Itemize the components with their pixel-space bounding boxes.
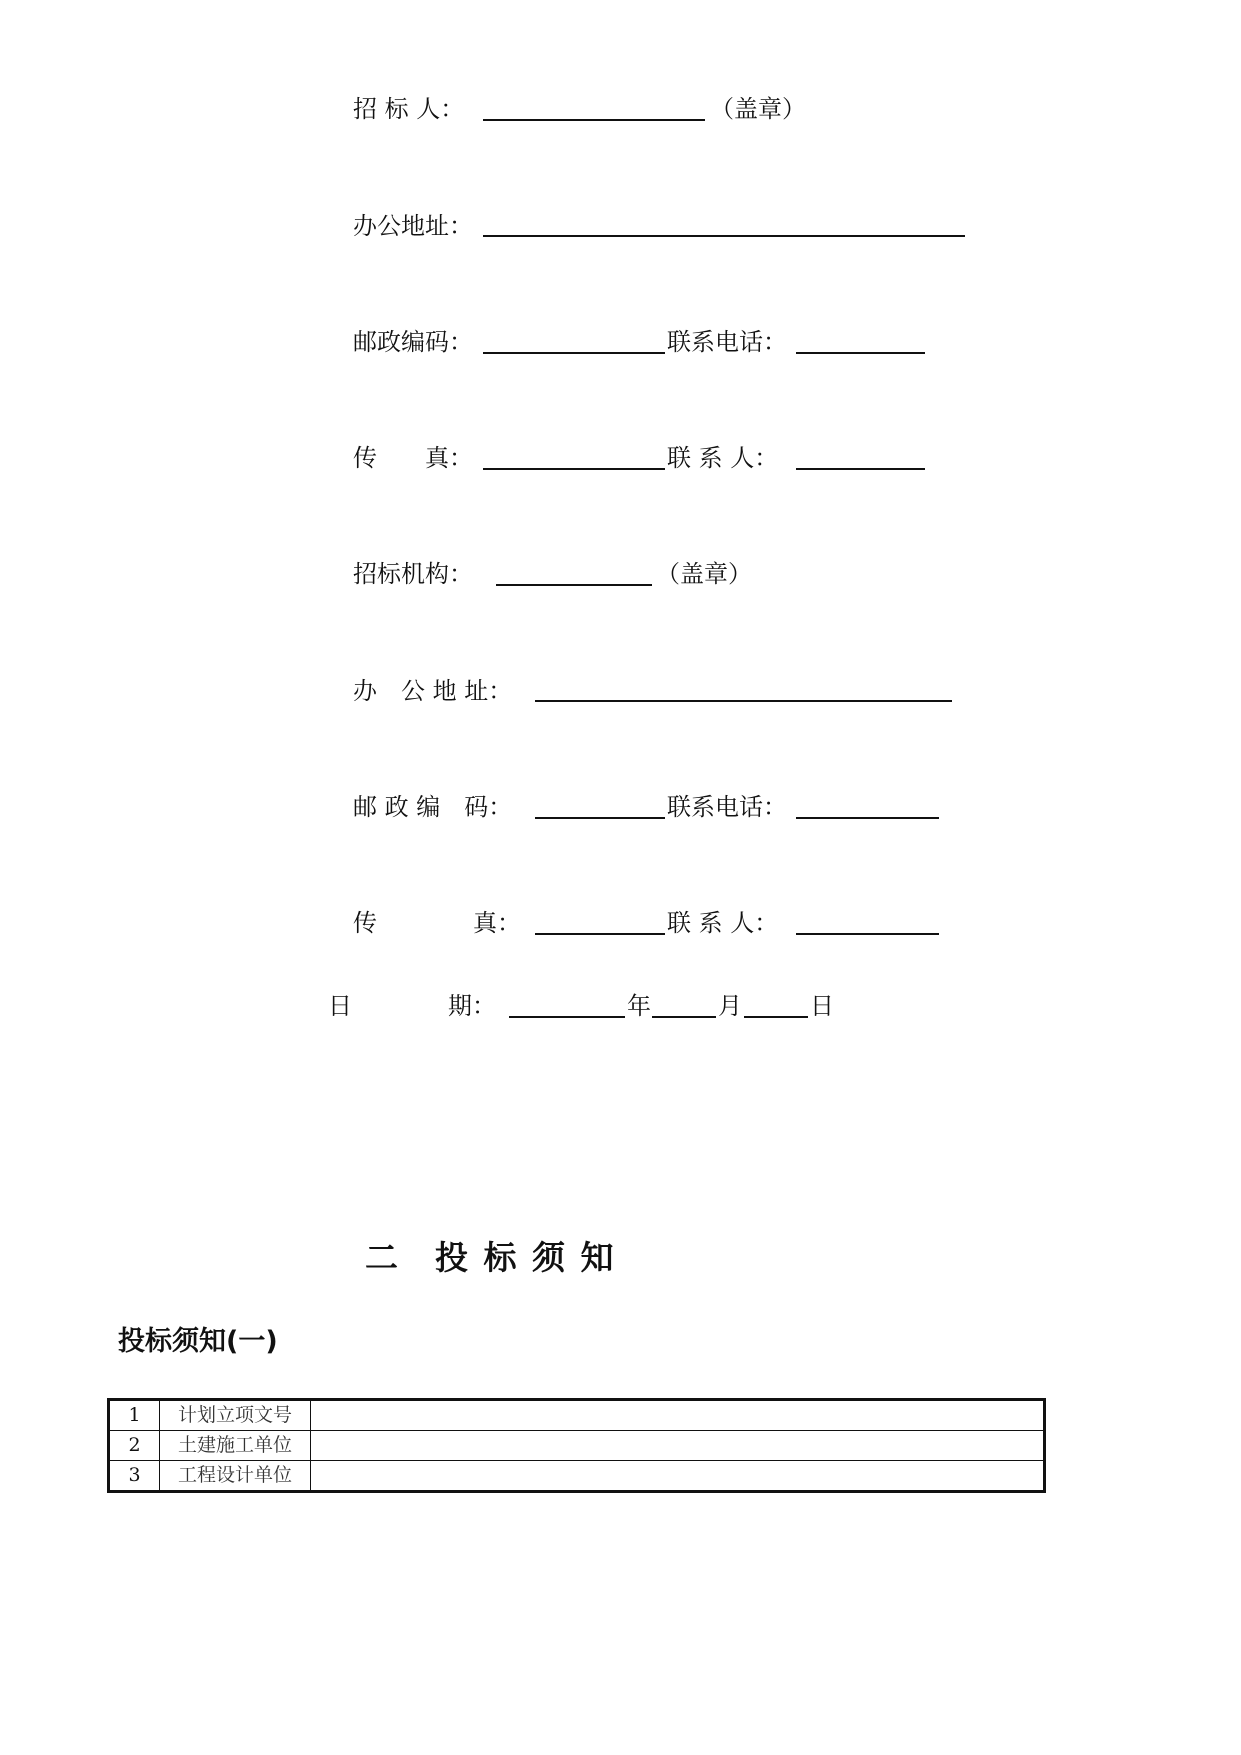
row-number: 2: [109, 1431, 160, 1461]
agency-contact-label: 联 系 人：: [667, 909, 779, 937]
agency-postcode-label: 邮 政 编 码：: [353, 793, 513, 821]
section-title: 二 投 标 须 知: [365, 1238, 616, 1277]
agency-fax-label: 传 真：: [353, 909, 521, 937]
date-day-field[interactable]: [744, 1016, 808, 1018]
tenderer-phone-label: 联系电话：: [667, 328, 787, 356]
row-value-cell[interactable]: [311, 1400, 1045, 1431]
row-label: 计划立项文号: [160, 1400, 311, 1431]
agency-seal-note: （盖章）: [656, 560, 752, 588]
tenderer-label: 招 标 人：: [353, 95, 465, 123]
date-year-unit: 年: [627, 992, 651, 1020]
table-row: [109, 1461, 1045, 1492]
agency-address-field[interactable]: [535, 700, 952, 702]
agency-phone-label: 联系电话：: [667, 793, 787, 821]
agency-fax-field[interactable]: [535, 933, 665, 935]
row-number: 1: [109, 1400, 160, 1431]
tenderer-contact-field[interactable]: [796, 468, 925, 470]
date-month-field[interactable]: [652, 1016, 716, 1018]
agency-postcode-field[interactable]: [535, 817, 665, 819]
date-month-unit: 月: [718, 992, 742, 1020]
agency-address-label: 办 公 地 址：: [353, 677, 513, 705]
date-label: 日 期：: [328, 992, 496, 1020]
agency-name-field[interactable]: [496, 584, 652, 586]
tenderer-phone-field[interactable]: [796, 352, 925, 354]
tenderer-address-field[interactable]: [483, 235, 965, 237]
row-number: 3: [109, 1461, 160, 1492]
tenderer-name-field[interactable]: [483, 119, 705, 121]
tenderer-postcode-field[interactable]: [483, 352, 665, 354]
agency-phone-field[interactable]: [796, 817, 939, 819]
tenderer-address-label: 办公地址：: [353, 212, 473, 240]
tenderer-postcode-label: 邮政编码：: [353, 328, 473, 356]
tenderer-fax-label: 传 真：: [353, 444, 473, 472]
agency-contact-field[interactable]: [796, 933, 939, 935]
row-value-cell[interactable]: [311, 1431, 1045, 1461]
tenderer-fax-field[interactable]: [483, 468, 665, 470]
table-row: [109, 1400, 1045, 1431]
row-label: 土建施工单位: [160, 1431, 311, 1461]
date-day-unit: 日: [810, 992, 834, 1020]
agency-label: 招标机构：: [353, 560, 473, 588]
table-row: [109, 1431, 1045, 1461]
row-label: 工程设计单位: [160, 1461, 311, 1492]
tender-info-table: [107, 1398, 1046, 1493]
row-value-cell[interactable]: [311, 1461, 1045, 1492]
tenderer-seal-note: （盖章）: [710, 95, 806, 123]
date-year-field[interactable]: [509, 1016, 625, 1018]
subsection-title: 投标须知(一): [118, 1326, 278, 1357]
tenderer-contact-label: 联 系 人：: [667, 444, 779, 472]
